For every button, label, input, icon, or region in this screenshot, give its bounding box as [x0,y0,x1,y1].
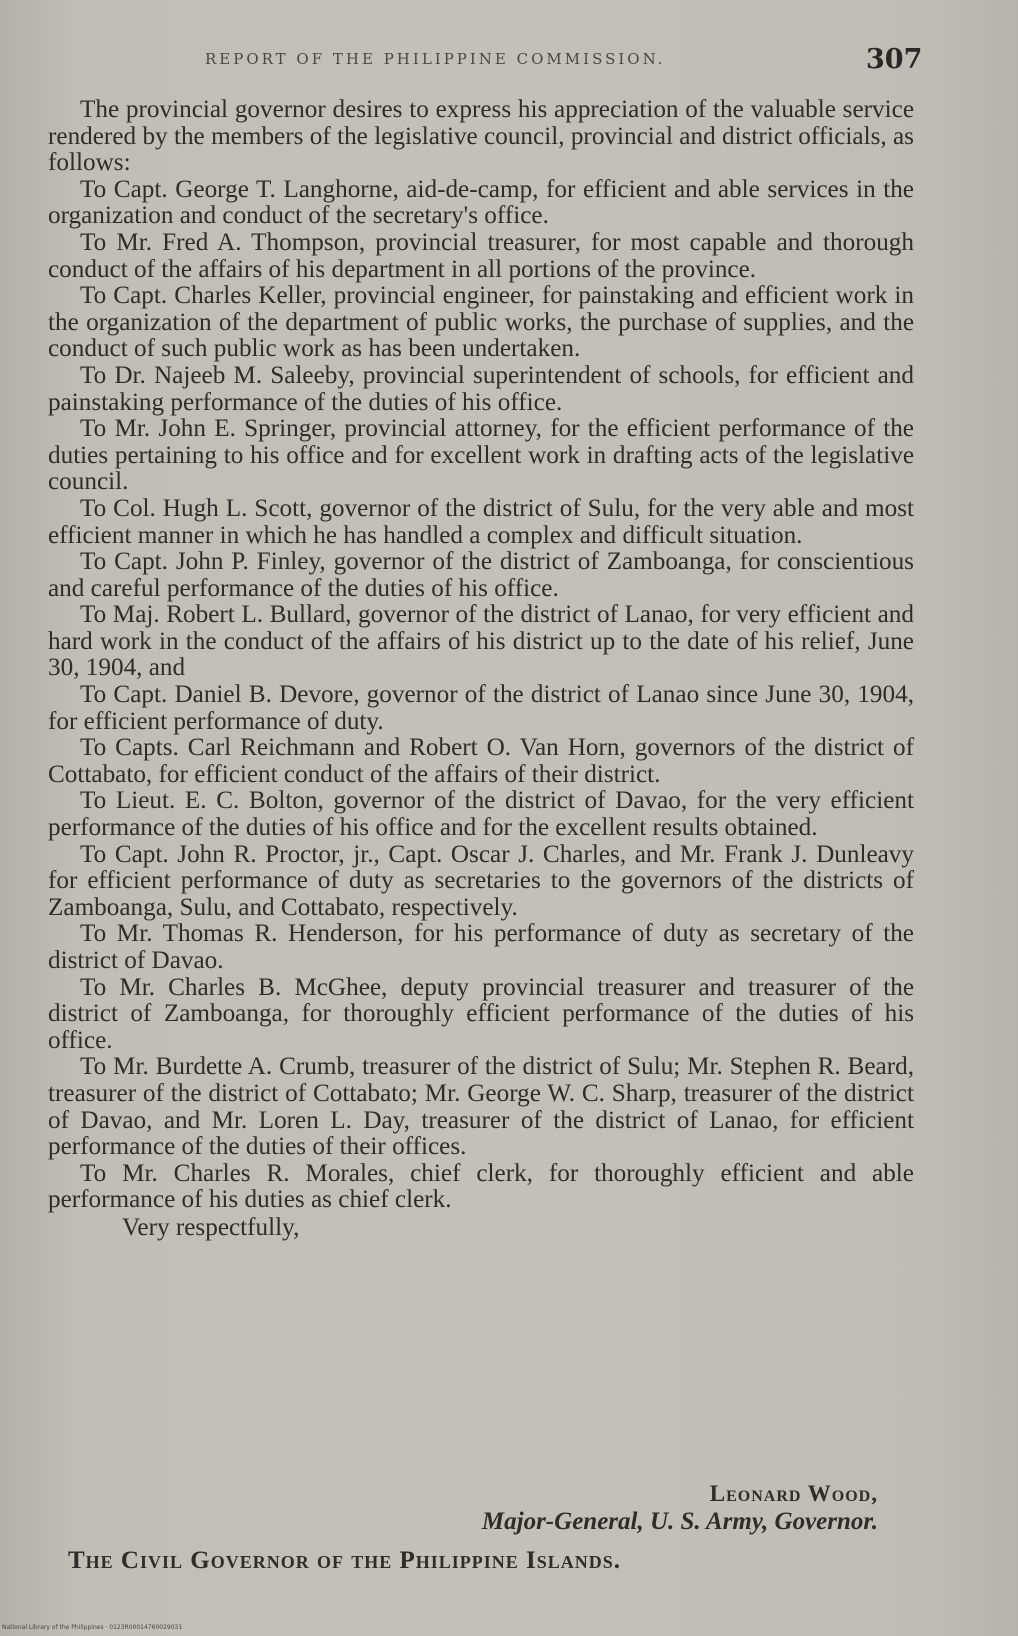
paragraph-reichmann: To Capts. Carl Reichmann and Robert O. Van Horn, governors of the district of Cottabato, for efficient conduct of the affairs of their district. [48,734,914,788]
closing-line: Very respectfully, [122,1213,300,1241]
paragraph-saleeby: To Dr. Najeeb M. Saleeby, provincial superintendent of schools, for efficient and painstaking performance of the duties of his office. [48,361,914,416]
paragraph-finley: To Capt. John P. Finley, governor of the district of Zamboanga, for conscientious and careful performance of the duties of his office. [48,548,914,602]
paragraph-scott: To Col. Hugh L. Scott, governor of the district of Sulu, for the very able and most efficient manner in which he has handled a complex and difficult situation. [48,494,914,549]
paragraph-springer: To Mr. John E. Springer, provincial attorney, for the efficient performance of the duties pertaining to his office and for excellent work in drafting acts of the legislative council. [48,415,914,496]
paragraph-thompson: To Mr. Fred A. Thompson, provincial treasurer, for most capable and thorough conduct of the affairs of his department in all portions of the province. [48,228,914,283]
page-number: 307 [866,44,923,75]
signature-name: Leonard Wood, [709,1481,878,1506]
paragraph-bolton: To Lieut. E. C. Bolton, governor of the district of Davao, for the very efficient performance of the duties of his office and for the excellent results obtained. [48,787,914,842]
paragraph-bullard: To Maj. Robert L. Bullard, governor of the district of Lanao, for very efficient and hard work in the conduct of the affairs of his district up to the date of his relief, June 30, 1904, and [48,601,914,682]
paragraph-keller: To Capt. Charles Keller, provincial engineer, for painstaking and efficient work in the organization of the department of public works, the purchase of supplies, and the conduct of such public work as has been undertaken. [48,282,914,363]
paragraph-treasurers: To Mr. Burdette A. Crumb, treasurer of the district of Sulu; Mr. Stephen R. Beard, treasurer of the district of Cottabato; Mr. George W. C. Sharp, treasurer of the district of Davao, and Mr. Loren L. Day, treasurer of the district of Lanao, for efficient performance of the duties of their offices. [48,1053,914,1161]
body-text [48,97,914,1242]
paragraph-langhorne: To Capt. George T. Langhorne, aid-de-camp, for efficient and able services in the organization and conduct of the secretary's office. [48,175,914,230]
library-footer-stamp: National Library of the Philippines · 0123R00014760029031 [2,1624,183,1631]
paragraph-morales: To Mr. Charles R. Morales, chief clerk, for thoroughly efficient and able performance of his duties as chief clerk. [48,1159,914,1214]
paragraph-mcghee: To Mr. Charles B. McGhee, deputy provincial treasurer and treasurer of the district of Zamboanga, for thoroughly efficient performance of the duties of his office. [48,973,914,1054]
paragraph-devore: To Capt. Daniel B. Devore, governor of the district of Lanao since June 30, 1904, for efficient performance of duty. [48,681,914,735]
running-head: REPORT OF THE PHILIPPINE COMMISSION. [205,50,666,68]
signature-title: Major-General, U. S. Army, Governor. [481,1508,878,1535]
paragraph-henderson: To Mr. Thomas R. Henderson, for his performance of duty as secretary of the district of Davao. [48,920,914,974]
addressee-line: The Civil Governor of the Philippine Islands. [68,1547,621,1574]
paragraph-proctor: To Capt. John R. Proctor, jr., Capt. Oscar J. Charles, and Mr. Frank J. Dunleavy for efficient performance of duty as secretaries to the governors of the districts of Zamboanga, Sulu, and Cottabato, respectively. [48,840,914,921]
paragraph-intro: The provincial governor desires to express his appreciation of the valuable service rendered by the members of the legislative council, provincial and district officials, as follows: [48,96,914,177]
